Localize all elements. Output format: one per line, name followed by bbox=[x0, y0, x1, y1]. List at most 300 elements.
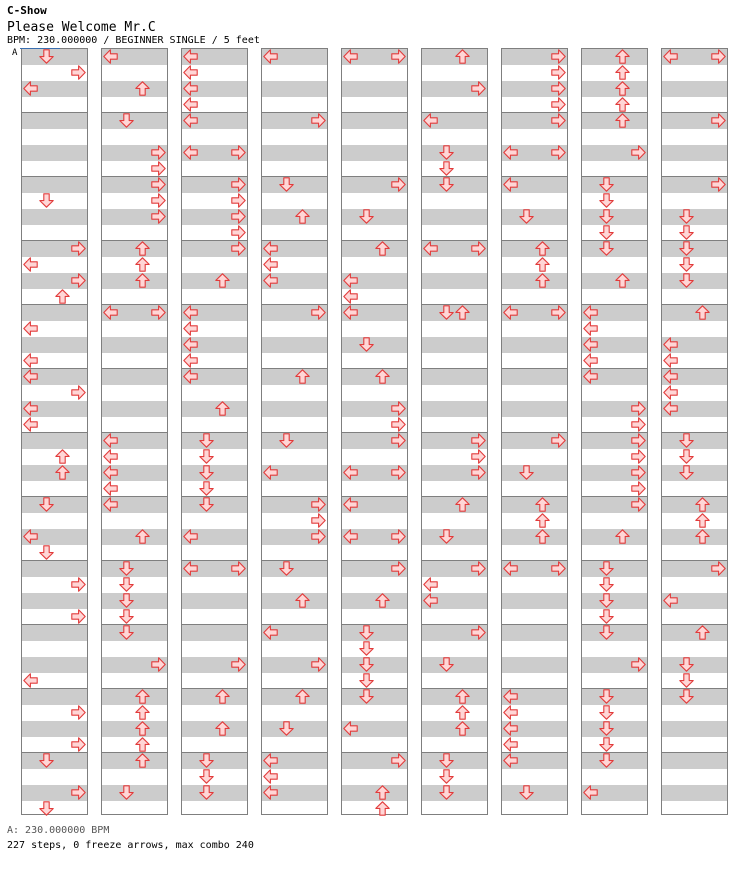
down-arrow-icon bbox=[679, 273, 694, 288]
down-arrow-icon bbox=[679, 257, 694, 272]
left-arrow-icon bbox=[503, 721, 518, 736]
down-arrow-icon bbox=[119, 609, 134, 624]
down-arrow-icon bbox=[199, 433, 214, 448]
up-arrow-icon bbox=[135, 273, 150, 288]
right-arrow-icon bbox=[71, 785, 86, 800]
right-arrow-icon bbox=[391, 417, 406, 432]
left-arrow-icon bbox=[183, 113, 198, 128]
up-arrow-icon bbox=[535, 529, 550, 544]
down-arrow-icon bbox=[679, 465, 694, 480]
up-arrow-icon bbox=[375, 369, 390, 384]
left-arrow-icon bbox=[503, 305, 518, 320]
left-arrow-icon bbox=[663, 369, 678, 384]
right-arrow-icon bbox=[551, 97, 566, 112]
left-arrow-icon bbox=[23, 353, 38, 368]
left-arrow-icon bbox=[183, 321, 198, 336]
left-arrow-icon bbox=[103, 433, 118, 448]
right-arrow-icon bbox=[311, 113, 326, 128]
measure-line bbox=[582, 688, 647, 689]
left-arrow-icon bbox=[583, 353, 598, 368]
down-arrow-icon bbox=[679, 209, 694, 224]
right-arrow-icon bbox=[631, 145, 646, 160]
down-arrow-icon bbox=[199, 481, 214, 496]
left-arrow-icon bbox=[103, 497, 118, 512]
down-arrow-icon bbox=[599, 193, 614, 208]
right-arrow-icon bbox=[391, 753, 406, 768]
right-arrow-icon bbox=[551, 305, 566, 320]
up-arrow-icon bbox=[215, 401, 230, 416]
down-arrow-icon bbox=[119, 625, 134, 640]
right-arrow-icon bbox=[551, 113, 566, 128]
down-arrow-icon bbox=[679, 689, 694, 704]
up-arrow-icon bbox=[455, 721, 470, 736]
down-arrow-icon bbox=[359, 689, 374, 704]
chart-column bbox=[661, 48, 728, 815]
right-arrow-icon bbox=[631, 433, 646, 448]
measure-line bbox=[262, 432, 327, 433]
measure-line bbox=[502, 624, 567, 625]
up-arrow-icon bbox=[215, 689, 230, 704]
measure-line bbox=[422, 752, 487, 753]
down-arrow-icon bbox=[439, 161, 454, 176]
left-arrow-icon bbox=[183, 337, 198, 352]
left-arrow-icon bbox=[183, 81, 198, 96]
left-arrow-icon bbox=[503, 689, 518, 704]
left-arrow-icon bbox=[343, 305, 358, 320]
left-arrow-icon bbox=[23, 401, 38, 416]
down-arrow-icon bbox=[599, 737, 614, 752]
up-arrow-icon bbox=[615, 49, 630, 64]
right-arrow-icon bbox=[311, 305, 326, 320]
right-arrow-icon bbox=[711, 49, 726, 64]
left-arrow-icon bbox=[23, 369, 38, 384]
up-arrow-icon bbox=[375, 785, 390, 800]
up-arrow-icon bbox=[135, 81, 150, 96]
right-arrow-icon bbox=[151, 657, 166, 672]
right-arrow-icon bbox=[471, 81, 486, 96]
measure-line bbox=[182, 752, 247, 753]
down-arrow-icon bbox=[439, 305, 454, 320]
up-arrow-icon bbox=[455, 689, 470, 704]
right-arrow-icon bbox=[631, 481, 646, 496]
up-arrow-icon bbox=[135, 705, 150, 720]
down-arrow-icon bbox=[199, 769, 214, 784]
left-arrow-icon bbox=[663, 401, 678, 416]
measure-line bbox=[22, 176, 87, 177]
down-arrow-icon bbox=[519, 465, 534, 480]
down-arrow-icon bbox=[359, 657, 374, 672]
right-arrow-icon bbox=[71, 577, 86, 592]
measure-line bbox=[342, 624, 407, 625]
measure-line bbox=[662, 752, 727, 753]
measure-line bbox=[582, 176, 647, 177]
right-arrow-icon bbox=[231, 225, 246, 240]
left-arrow-icon bbox=[103, 465, 118, 480]
down-arrow-icon bbox=[439, 769, 454, 784]
left-arrow-icon bbox=[583, 337, 598, 352]
left-arrow-icon bbox=[423, 577, 438, 592]
up-arrow-icon bbox=[455, 497, 470, 512]
measure-line bbox=[342, 112, 407, 113]
right-arrow-icon bbox=[471, 625, 486, 640]
bpm-marker: A bbox=[12, 48, 18, 58]
right-arrow-icon bbox=[151, 209, 166, 224]
left-arrow-icon bbox=[183, 65, 198, 80]
measure-line bbox=[582, 624, 647, 625]
down-arrow-icon bbox=[359, 673, 374, 688]
right-arrow-icon bbox=[391, 401, 406, 416]
measure-line bbox=[22, 432, 87, 433]
down-arrow-icon bbox=[599, 209, 614, 224]
left-arrow-icon bbox=[343, 49, 358, 64]
down-arrow-icon bbox=[679, 433, 694, 448]
down-arrow-icon bbox=[599, 705, 614, 720]
up-arrow-icon bbox=[535, 241, 550, 256]
left-arrow-icon bbox=[343, 465, 358, 480]
right-arrow-icon bbox=[391, 49, 406, 64]
right-arrow-icon bbox=[391, 177, 406, 192]
down-arrow-icon bbox=[519, 209, 534, 224]
down-arrow-icon bbox=[39, 497, 54, 512]
left-arrow-icon bbox=[503, 177, 518, 192]
right-arrow-icon bbox=[711, 561, 726, 576]
measure-line bbox=[582, 240, 647, 241]
left-arrow-icon bbox=[343, 497, 358, 512]
up-arrow-icon bbox=[535, 513, 550, 528]
left-arrow-icon bbox=[503, 705, 518, 720]
measure-line bbox=[22, 560, 87, 561]
down-arrow-icon bbox=[39, 801, 54, 816]
down-arrow-icon bbox=[279, 721, 294, 736]
up-arrow-icon bbox=[215, 721, 230, 736]
left-arrow-icon bbox=[263, 49, 278, 64]
left-arrow-icon bbox=[343, 721, 358, 736]
right-arrow-icon bbox=[71, 385, 86, 400]
right-arrow-icon bbox=[551, 49, 566, 64]
down-arrow-icon bbox=[599, 721, 614, 736]
up-arrow-icon bbox=[535, 273, 550, 288]
right-arrow-icon bbox=[391, 561, 406, 576]
left-arrow-icon bbox=[183, 561, 198, 576]
down-arrow-icon bbox=[279, 177, 294, 192]
chart-column bbox=[421, 48, 488, 815]
right-arrow-icon bbox=[151, 177, 166, 192]
right-arrow-icon bbox=[231, 561, 246, 576]
measure-line bbox=[102, 112, 167, 113]
up-arrow-icon bbox=[455, 305, 470, 320]
left-arrow-icon bbox=[263, 465, 278, 480]
right-arrow-icon bbox=[471, 241, 486, 256]
chart-column bbox=[501, 48, 568, 815]
left-arrow-icon bbox=[23, 417, 38, 432]
step-stats: 227 steps, 0 freeze arrows, max combo 240 bbox=[7, 840, 254, 851]
left-arrow-icon bbox=[263, 241, 278, 256]
left-arrow-icon bbox=[503, 561, 518, 576]
right-arrow-icon bbox=[631, 401, 646, 416]
right-arrow-icon bbox=[231, 177, 246, 192]
down-arrow-icon bbox=[199, 785, 214, 800]
measure-line bbox=[22, 752, 87, 753]
left-arrow-icon bbox=[263, 753, 278, 768]
left-arrow-icon bbox=[183, 369, 198, 384]
measure-line bbox=[102, 368, 167, 369]
right-arrow-icon bbox=[311, 529, 326, 544]
left-arrow-icon bbox=[663, 385, 678, 400]
down-arrow-icon bbox=[679, 657, 694, 672]
down-arrow-icon bbox=[119, 593, 134, 608]
measure-line bbox=[182, 496, 247, 497]
up-arrow-icon bbox=[615, 529, 630, 544]
left-arrow-icon bbox=[263, 625, 278, 640]
right-arrow-icon bbox=[471, 449, 486, 464]
measure-line bbox=[182, 432, 247, 433]
right-arrow-icon bbox=[391, 433, 406, 448]
left-arrow-icon bbox=[103, 481, 118, 496]
measure-line bbox=[102, 624, 167, 625]
left-arrow-icon bbox=[183, 145, 198, 160]
down-arrow-icon bbox=[599, 241, 614, 256]
right-arrow-icon bbox=[151, 305, 166, 320]
up-arrow-icon bbox=[695, 305, 710, 320]
measure-line bbox=[582, 752, 647, 753]
chart-column bbox=[21, 48, 88, 815]
down-arrow-icon bbox=[359, 625, 374, 640]
down-arrow-icon bbox=[359, 209, 374, 224]
up-arrow-icon bbox=[695, 625, 710, 640]
right-arrow-icon bbox=[391, 529, 406, 544]
down-arrow-icon bbox=[199, 753, 214, 768]
left-arrow-icon bbox=[23, 321, 38, 336]
up-arrow-icon bbox=[295, 593, 310, 608]
left-arrow-icon bbox=[103, 449, 118, 464]
left-arrow-icon bbox=[583, 321, 598, 336]
up-arrow-icon bbox=[535, 497, 550, 512]
down-arrow-icon bbox=[599, 625, 614, 640]
right-arrow-icon bbox=[311, 497, 326, 512]
measure-line bbox=[422, 368, 487, 369]
right-arrow-icon bbox=[71, 705, 86, 720]
right-arrow-icon bbox=[551, 145, 566, 160]
chart-column bbox=[581, 48, 648, 815]
left-arrow-icon bbox=[583, 369, 598, 384]
up-arrow-icon bbox=[295, 209, 310, 224]
up-arrow-icon bbox=[55, 465, 70, 480]
up-arrow-icon bbox=[695, 513, 710, 528]
down-arrow-icon bbox=[519, 785, 534, 800]
measure-line bbox=[262, 560, 327, 561]
down-arrow-icon bbox=[599, 753, 614, 768]
right-arrow-icon bbox=[391, 465, 406, 480]
measure-line bbox=[662, 688, 727, 689]
bpm-marker-line bbox=[20, 48, 60, 49]
left-arrow-icon bbox=[263, 785, 278, 800]
up-arrow-icon bbox=[135, 721, 150, 736]
left-arrow-icon bbox=[183, 529, 198, 544]
bpm-legend: A: 230.000000 BPM bbox=[7, 825, 110, 836]
right-arrow-icon bbox=[151, 161, 166, 176]
up-arrow-icon bbox=[615, 113, 630, 128]
left-arrow-icon bbox=[343, 529, 358, 544]
measure-line bbox=[22, 688, 87, 689]
left-arrow-icon bbox=[23, 257, 38, 272]
down-arrow-icon bbox=[119, 785, 134, 800]
chart-info: BPM: 230.000000 / BEGINNER SINGLE / 5 feet bbox=[7, 35, 260, 46]
left-arrow-icon bbox=[183, 97, 198, 112]
left-arrow-icon bbox=[583, 785, 598, 800]
right-arrow-icon bbox=[471, 465, 486, 480]
down-arrow-icon bbox=[39, 753, 54, 768]
down-arrow-icon bbox=[199, 497, 214, 512]
down-arrow-icon bbox=[439, 529, 454, 544]
right-arrow-icon bbox=[311, 513, 326, 528]
measure-line bbox=[582, 560, 647, 561]
right-arrow-icon bbox=[631, 497, 646, 512]
down-arrow-icon bbox=[39, 545, 54, 560]
left-arrow-icon bbox=[663, 49, 678, 64]
right-arrow-icon bbox=[551, 433, 566, 448]
up-arrow-icon bbox=[615, 81, 630, 96]
measure-line bbox=[22, 112, 87, 113]
up-arrow-icon bbox=[455, 49, 470, 64]
up-arrow-icon bbox=[135, 737, 150, 752]
right-arrow-icon bbox=[231, 209, 246, 224]
artist-name: C-Show bbox=[7, 4, 47, 17]
up-arrow-icon bbox=[55, 449, 70, 464]
up-arrow-icon bbox=[695, 529, 710, 544]
left-arrow-icon bbox=[103, 49, 118, 64]
right-arrow-icon bbox=[551, 561, 566, 576]
down-arrow-icon bbox=[679, 241, 694, 256]
right-arrow-icon bbox=[231, 193, 246, 208]
up-arrow-icon bbox=[295, 689, 310, 704]
down-arrow-icon bbox=[359, 641, 374, 656]
up-arrow-icon bbox=[295, 369, 310, 384]
measure-line bbox=[102, 560, 167, 561]
down-arrow-icon bbox=[439, 785, 454, 800]
down-arrow-icon bbox=[599, 609, 614, 624]
right-arrow-icon bbox=[631, 657, 646, 672]
up-arrow-icon bbox=[135, 753, 150, 768]
down-arrow-icon bbox=[39, 49, 54, 64]
down-arrow-icon bbox=[599, 577, 614, 592]
measure-line bbox=[422, 176, 487, 177]
down-arrow-icon bbox=[119, 577, 134, 592]
left-arrow-icon bbox=[183, 305, 198, 320]
measure-line bbox=[662, 240, 727, 241]
left-arrow-icon bbox=[23, 529, 38, 544]
up-arrow-icon bbox=[375, 241, 390, 256]
down-arrow-icon bbox=[439, 753, 454, 768]
right-arrow-icon bbox=[711, 177, 726, 192]
chart-column bbox=[261, 48, 328, 815]
up-arrow-icon bbox=[375, 593, 390, 608]
left-arrow-icon bbox=[343, 273, 358, 288]
up-arrow-icon bbox=[615, 273, 630, 288]
left-arrow-icon bbox=[663, 353, 678, 368]
left-arrow-icon bbox=[263, 273, 278, 288]
right-arrow-icon bbox=[631, 465, 646, 480]
down-arrow-icon bbox=[439, 145, 454, 160]
left-arrow-icon bbox=[663, 593, 678, 608]
measure-line bbox=[502, 368, 567, 369]
right-arrow-icon bbox=[471, 561, 486, 576]
chart-column bbox=[341, 48, 408, 815]
right-arrow-icon bbox=[231, 145, 246, 160]
up-arrow-icon bbox=[615, 65, 630, 80]
left-arrow-icon bbox=[23, 673, 38, 688]
down-arrow-icon bbox=[39, 193, 54, 208]
right-arrow-icon bbox=[311, 657, 326, 672]
left-arrow-icon bbox=[103, 305, 118, 320]
right-arrow-icon bbox=[151, 193, 166, 208]
down-arrow-icon bbox=[439, 657, 454, 672]
right-arrow-icon bbox=[71, 65, 86, 80]
measure-line bbox=[182, 624, 247, 625]
right-arrow-icon bbox=[471, 433, 486, 448]
left-arrow-icon bbox=[423, 241, 438, 256]
left-arrow-icon bbox=[263, 257, 278, 272]
left-arrow-icon bbox=[183, 49, 198, 64]
left-arrow-icon bbox=[663, 337, 678, 352]
up-arrow-icon bbox=[135, 241, 150, 256]
right-arrow-icon bbox=[71, 609, 86, 624]
left-arrow-icon bbox=[423, 593, 438, 608]
down-arrow-icon bbox=[439, 177, 454, 192]
down-arrow-icon bbox=[599, 225, 614, 240]
down-arrow-icon bbox=[279, 561, 294, 576]
chart-column bbox=[181, 48, 248, 815]
up-arrow-icon bbox=[135, 529, 150, 544]
left-arrow-icon bbox=[503, 737, 518, 752]
right-arrow-icon bbox=[631, 449, 646, 464]
right-arrow-icon bbox=[551, 81, 566, 96]
right-arrow-icon bbox=[71, 241, 86, 256]
right-arrow-icon bbox=[231, 657, 246, 672]
up-arrow-icon bbox=[55, 289, 70, 304]
down-arrow-icon bbox=[119, 561, 134, 576]
up-arrow-icon bbox=[455, 705, 470, 720]
left-arrow-icon bbox=[263, 769, 278, 784]
right-arrow-icon bbox=[631, 417, 646, 432]
measure-line bbox=[662, 432, 727, 433]
song-title: Please Welcome Mr.C bbox=[7, 20, 156, 35]
down-arrow-icon bbox=[199, 449, 214, 464]
down-arrow-icon bbox=[679, 225, 694, 240]
down-arrow-icon bbox=[599, 689, 614, 704]
left-arrow-icon bbox=[23, 81, 38, 96]
right-arrow-icon bbox=[551, 65, 566, 80]
right-arrow-icon bbox=[711, 113, 726, 128]
down-arrow-icon bbox=[119, 113, 134, 128]
measure-line bbox=[342, 688, 407, 689]
left-arrow-icon bbox=[503, 753, 518, 768]
right-arrow-icon bbox=[71, 273, 86, 288]
up-arrow-icon bbox=[135, 689, 150, 704]
left-arrow-icon bbox=[423, 113, 438, 128]
right-arrow-icon bbox=[231, 241, 246, 256]
left-arrow-icon bbox=[183, 353, 198, 368]
up-arrow-icon bbox=[695, 497, 710, 512]
left-arrow-icon bbox=[503, 145, 518, 160]
down-arrow-icon bbox=[679, 673, 694, 688]
measure-line bbox=[22, 304, 87, 305]
down-arrow-icon bbox=[279, 433, 294, 448]
up-arrow-icon bbox=[535, 257, 550, 272]
right-arrow-icon bbox=[71, 737, 86, 752]
down-arrow-icon bbox=[359, 337, 374, 352]
down-arrow-icon bbox=[679, 449, 694, 464]
up-arrow-icon bbox=[215, 273, 230, 288]
